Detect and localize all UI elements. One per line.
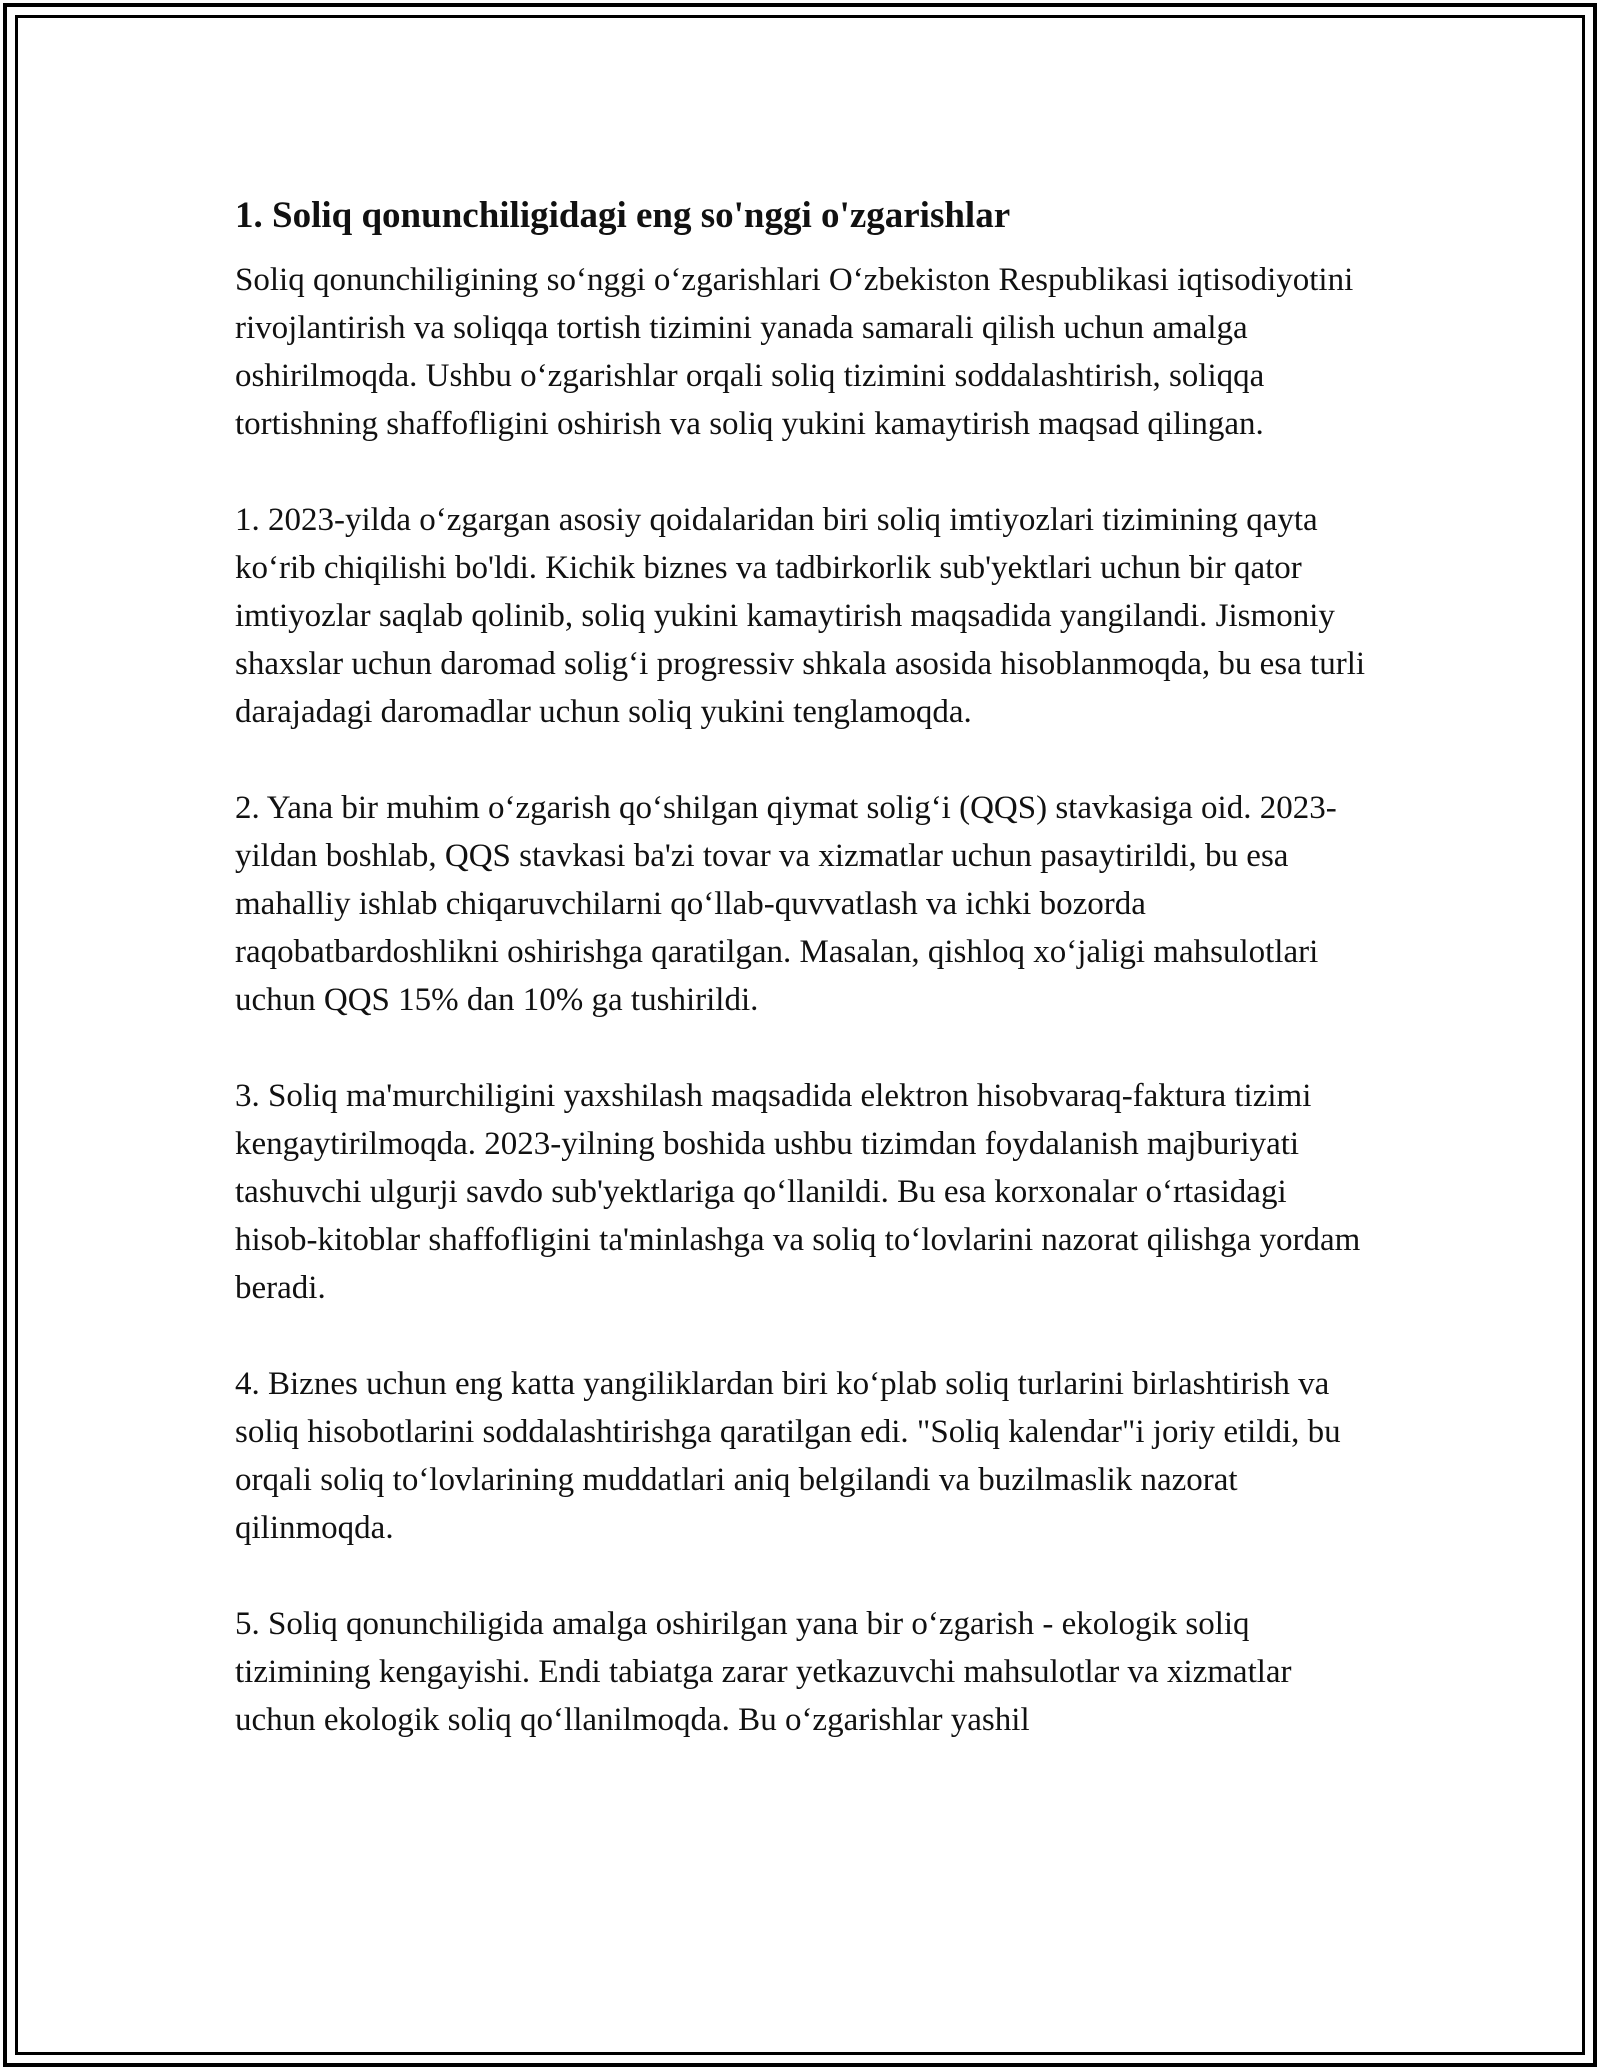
paragraph-item-5: 5. Soliq qonunchiligida amalga oshirilgan yana bir o‘zgarish - ekologik soliq tizimining kengayishi. Endi tabiatga zarar yetkazuvchi mahsulotlar va xizmatlar uchun ekologik soliq qo‘llanilmoqda. Bu o‘zgarishlar yashil <box>235 1606 1292 1738</box>
paragraph-item-4: 4. Biznes uchun eng katta yangiliklardan biri ko‘plab soliq turlarini birlashtirish va soliq hisobotlarini soddalashtirishga qaratilgan edi. "Soliq kalendar"i joriy etildi, bu orqali soliq to‘lovlarining muddatlari aniq belgilandi va buzilmaslik nazorat qilinmoqda. <box>235 1366 1341 1546</box>
document-body <box>235 188 1375 1744</box>
paragraph-item-3: 3. Soliq ma'murchiligini yaxshilash maqsadida elektron hisobvaraq-faktura tizimi kengaytirilmoqda. 2023-yilning boshida ushbu tizimdan foydalanish majburiyati tashuvchi ulgurji savdo sub'yektlariga qo‘llanildi. Bu esa korxonalar o‘rtasidagi hisob-kitoblar shaffofligini ta'minlashga va soliq to‘lovlarini nazorat qilishga yordam beradi. <box>235 1078 1361 1306</box>
paragraph-item-1: 1. 2023-yilda o‘zgargan asosiy qoidalaridan biri soliq imtiyozlari tizimining qayta ko‘rib chiqilishi bo'ldi. Kichik biznes va tadbirkorlik sub'yektlari uchun bir qator imtiyozlar saqlab qolinib, soliq yukini kamaytirish maqsadida yangilandi. Jismoniy shaxslar uchun daromad solig‘i progressiv shkala asosida hisoblanmoqda, bu esa turli darajadagi daromadlar uchun soliq yukini tenglamoqda. <box>235 502 1366 730</box>
paragraph-item-2: 2. Yana bir muhim o‘zgarish qo‘shilgan qiymat solig‘i (QQS) stavkasiga oid. 2023-yildan boshlab, QQS stavkasi ba'zi tovar va xizmatlar uchun pasaytirildi, bu esa mahalliy ishlab chiqaruvchilarni qo‘llab-quvvatlash va ichki bozorda raqobatbardoshlikni oshirishga qaratilgan. Masalan, qishloq xo‘jaligi mahsulotlari uchun QQS 15% dan 10% ga tushirildi. <box>235 790 1337 1018</box>
intro-paragraph: Soliq qonunchiligining so‘nggi o‘zgarishlari O‘zbekiston Respublikasi iqtisodiyotini rivojlantirish va soliqqa tortish tizimini yanada samarali qilish uchun amalga oshirilmoqda. Ushbu o‘zgarishlar orqali soliq tizimini soddalashtirish, soliqqa tortishning shaffofligini oshirish va soliq yukini kamaytirish maqsad qilingan. <box>235 262 1354 442</box>
section-heading: 1. Soliq qonunchiligidagi eng so'nggi o'zgarishlar <box>235 195 1011 236</box>
